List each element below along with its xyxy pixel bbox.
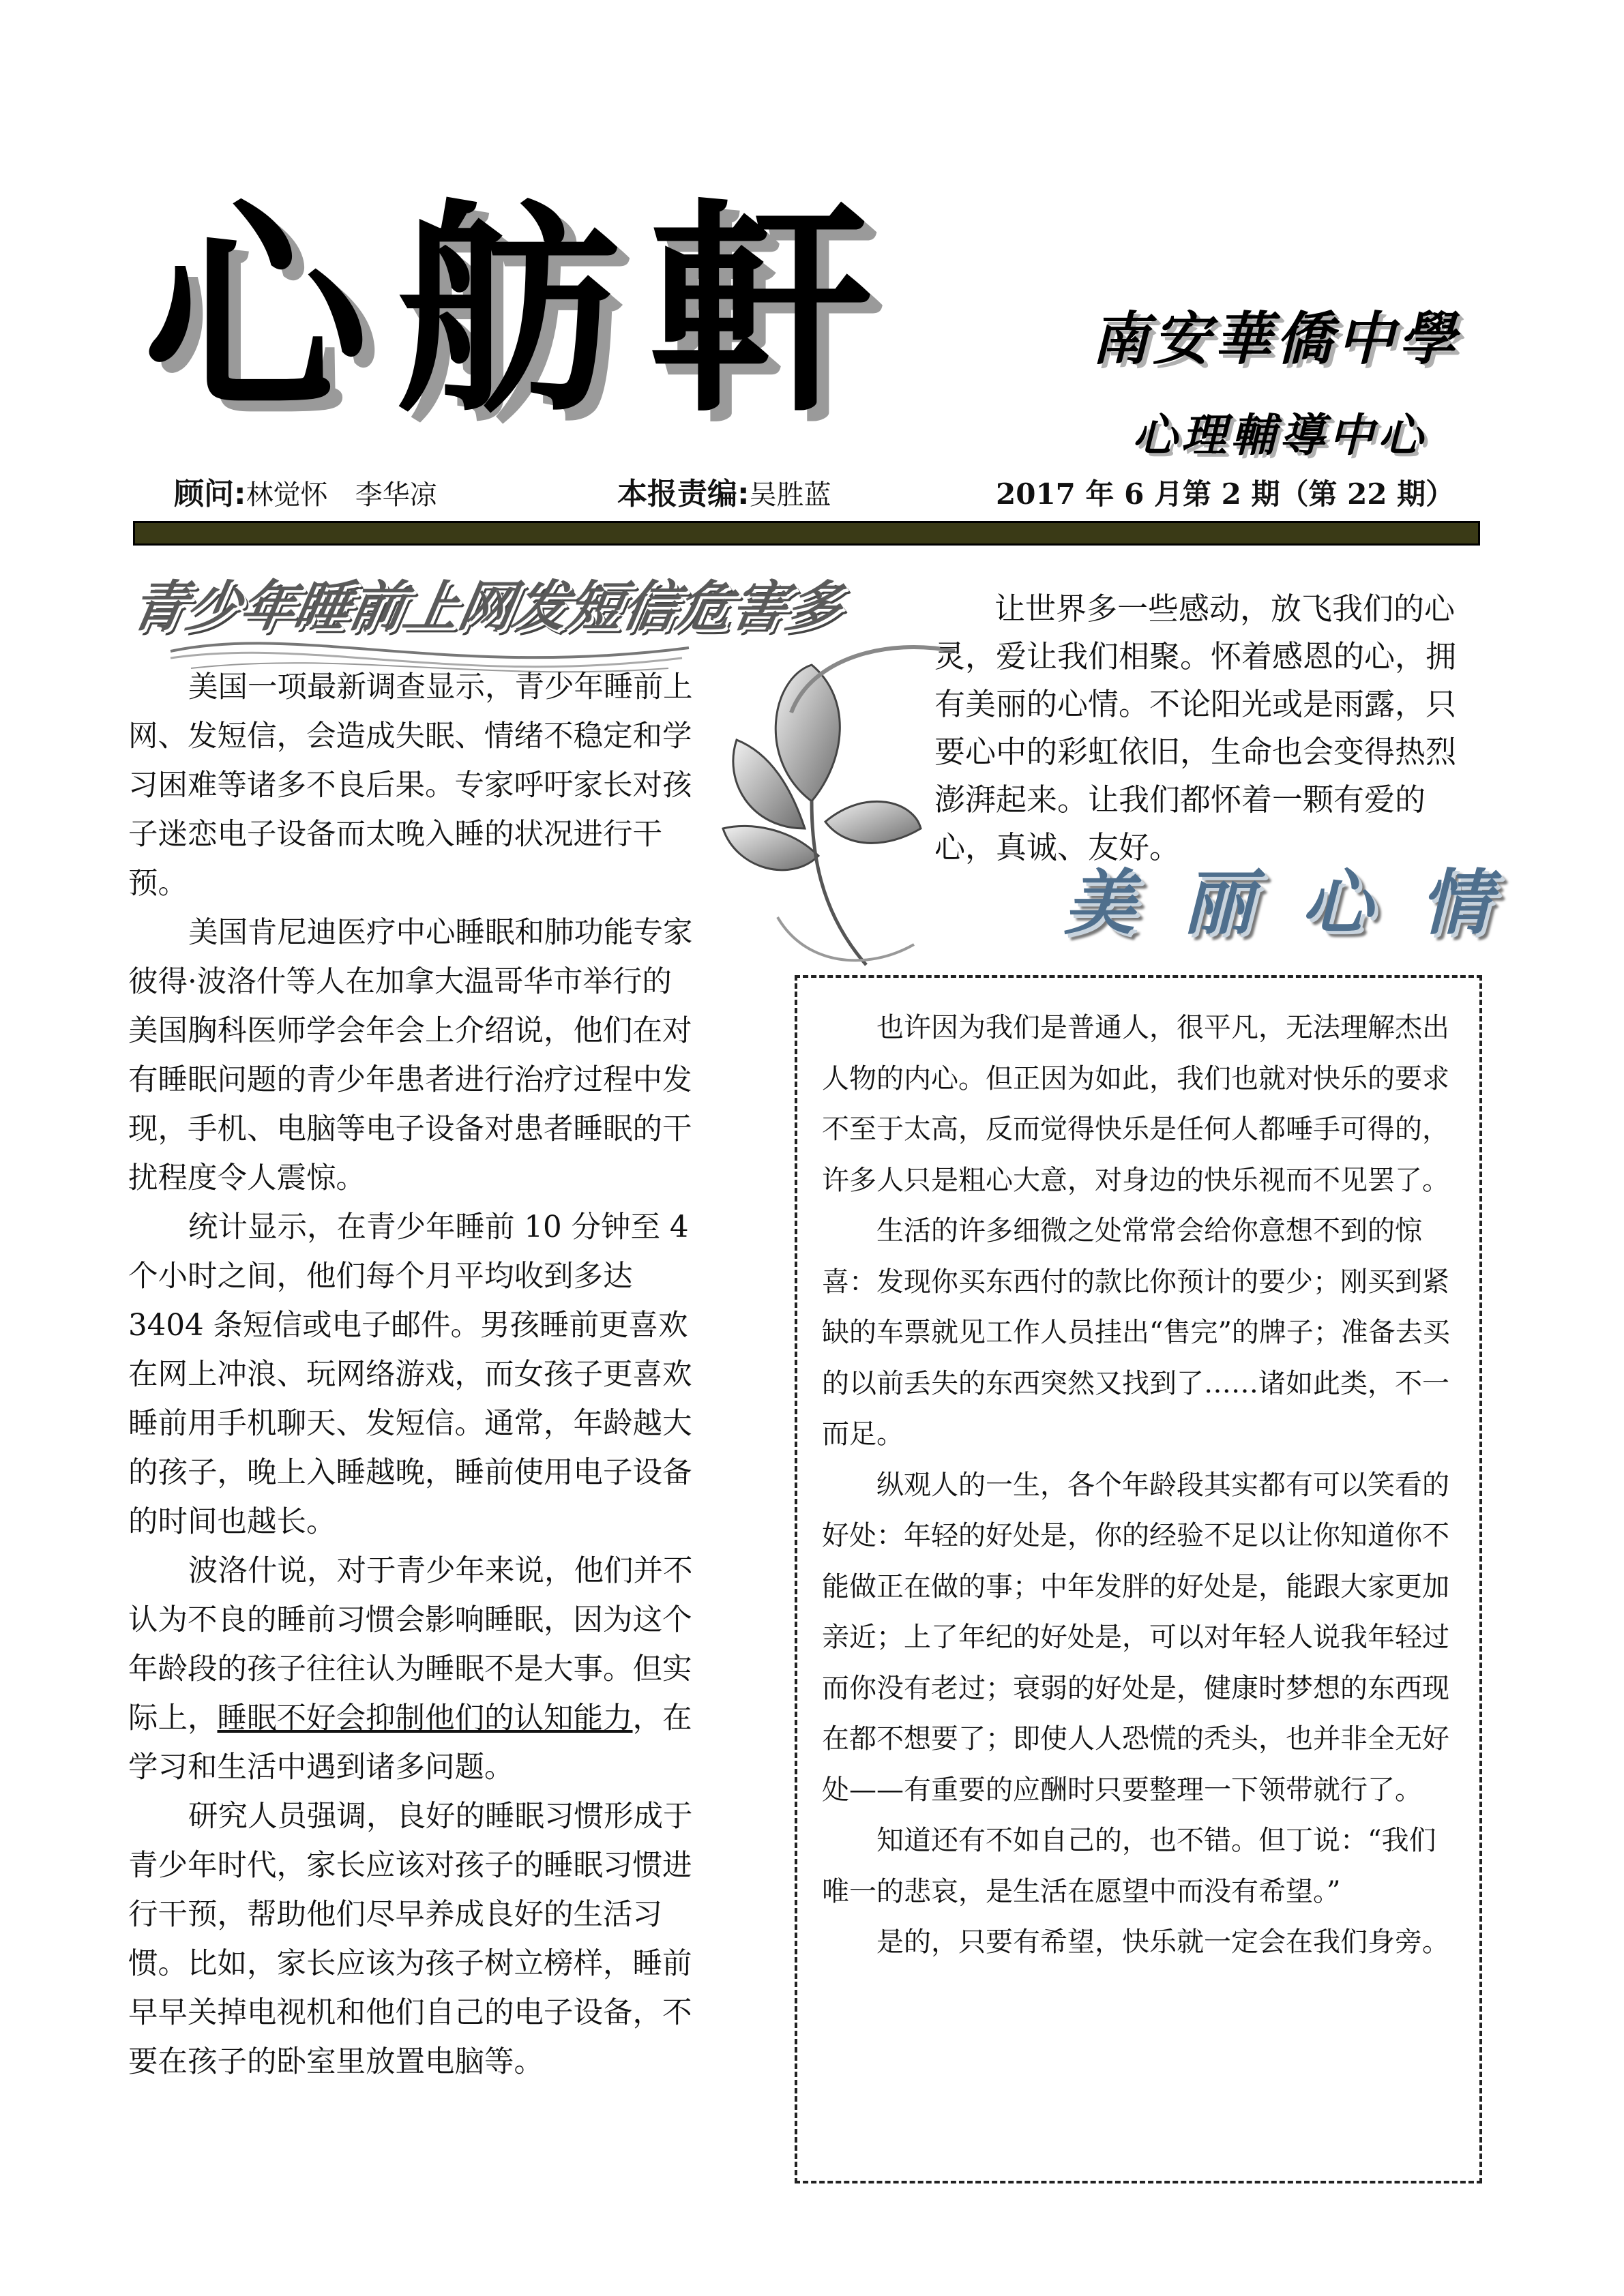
- editor-label: 本报责编:: [617, 477, 750, 511]
- left-article-title: 青少年睡前上网发短信危害多: [126, 575, 846, 638]
- box-paragraph-3: 纵观人的一生，各个年龄段其实都有可以笑看的好处：年轻的好处是，你的经验不足以让你知道你不能做正在做的事；中年发胖的好处是，能跟大家更加亲近；上了年纪的好处是，可以对年轻人说我年轻过而你没有老过；衰弱的好处是，健康时梦想的东西现在都不想要了；即使人人恐慌的秃头，也并非全无好处——有重要的应酬时只要整理一下领带就行了。: [822, 1469, 1449, 1806]
- right-intro-text: 让世界多一些感动，放飞我们的心灵，爱让我们相聚。怀着感恩的心，拥有美丽的心情。不论阳光或是雨露，只要心中的彩虹依旧，生命也会变得热烈澎湃起来。让我们都怀着一颗有爱的心，真诚、友好。: [934, 591, 1457, 865]
- left-paragraph-1: 美国一项最新调查显示，青少年睡前上网、发短信，会造成失眠、情绪不稳定和学习困难等诸多不良后果。专家呼吁家长对孩子迷恋电子设备而太晚入睡的状况进行干预。: [128, 670, 693, 901]
- p4-before: 波洛什说，对于青少年来说，他们并不认为不良的睡前习惯会影响睡眠，因为这个年龄段的孩子往往认为睡眠不是大事。但实际上，: [128, 1554, 693, 1735]
- box-paragraph-1: 也许因为我们是普通人，很平凡，无法理解杰出人物的内心。但正因为如此，我们也就对快乐的要求不至于太高，反而觉得快乐是任何人都唾手可得的，许多人只是粗心大意，对身边的快乐视而不见罢了。: [822, 1012, 1449, 1196]
- center-name: 心理輔導中心: [1132, 408, 1427, 462]
- box-article-body: [822, 1002, 1463, 1968]
- right-intro: [934, 585, 1466, 871]
- box-paragraph-4: 知道还有不如自己的，也不错。但丁说：“我们唯一的悲哀，是生活在愿望中而没有希望。”: [822, 1825, 1436, 1907]
- advisor-credit: [174, 471, 437, 518]
- left-paragraph-4: [128, 1547, 698, 1792]
- advisor-names: 林觉怀 李华凉: [246, 479, 437, 511]
- box-paragraph-2: 生活的许多细微之处常常会给你意想不到的惊喜：发现你买东西付的款比你预计的要少；刚买到紧缺的车票就见工作人员挂出“售完”的牌子；准备去买的以前丢失的东西突然又找到了……诸如此类，不一而足。: [822, 1215, 1450, 1450]
- issue-info: 2017 年 6 月第 2 期（第 22 期）: [996, 477, 1455, 511]
- editor-credit: [617, 471, 831, 518]
- school-name: 南安華僑中學: [1091, 305, 1460, 372]
- section-heading: 美丽心情: [1064, 861, 1539, 944]
- box-paragraph-5: 是的，只要有希望，快乐就一定会在我们身旁。: [876, 1926, 1449, 1958]
- masthead-title: 心舫軒: [143, 178, 900, 443]
- header-divider-bar: [133, 521, 1480, 546]
- left-paragraph-3: 统计显示，在青少年睡前 10 分钟至 4 个小时之间，他们每个月平均收到多达 3404 条短信或电子邮件。男孩睡前更喜欢在网上冲浪、玩网络游戏，而女孩子更喜欢睡前用手机聊天、发短信。通常，年龄越大的孩子，晚上入睡越晚，睡前使用电子设备的时间也越长。: [128, 1210, 692, 1539]
- left-article-body: [128, 663, 698, 2087]
- left-paragraph-5: 研究人员强调，良好的睡眠习惯形成于青少年时代，家长应该对孩子的睡眠习惯进行干预，帮助他们尽早养成良好的生活习惯。比如，家长应该为孩子树立榜样，睡前早早关掉电视机和他们自己的电子设备，不要在孩子的卧室里放置电脑等。: [128, 1800, 693, 2079]
- p4-underlined: 睡眠不好会抑制他们的认知能力: [217, 1701, 633, 1735]
- advisor-label: 顾问:: [174, 477, 246, 511]
- p4-after: ，在学习和生活中遇到诸多问题。: [128, 1701, 692, 1785]
- left-paragraph-2: 美国肯尼迪医疗中心睡眠和肺功能专家彼得·波洛什等人在加拿大温哥华市举行的美国胸科医师学会年会上介绍说，他们在对有睡眠问题的青少年患者进行治疗过程中发现，手机、电脑等电子设备对患者睡眠的干扰程度令人震惊。: [128, 916, 693, 1195]
- editor-name: 吴胜蓝: [749, 479, 831, 511]
